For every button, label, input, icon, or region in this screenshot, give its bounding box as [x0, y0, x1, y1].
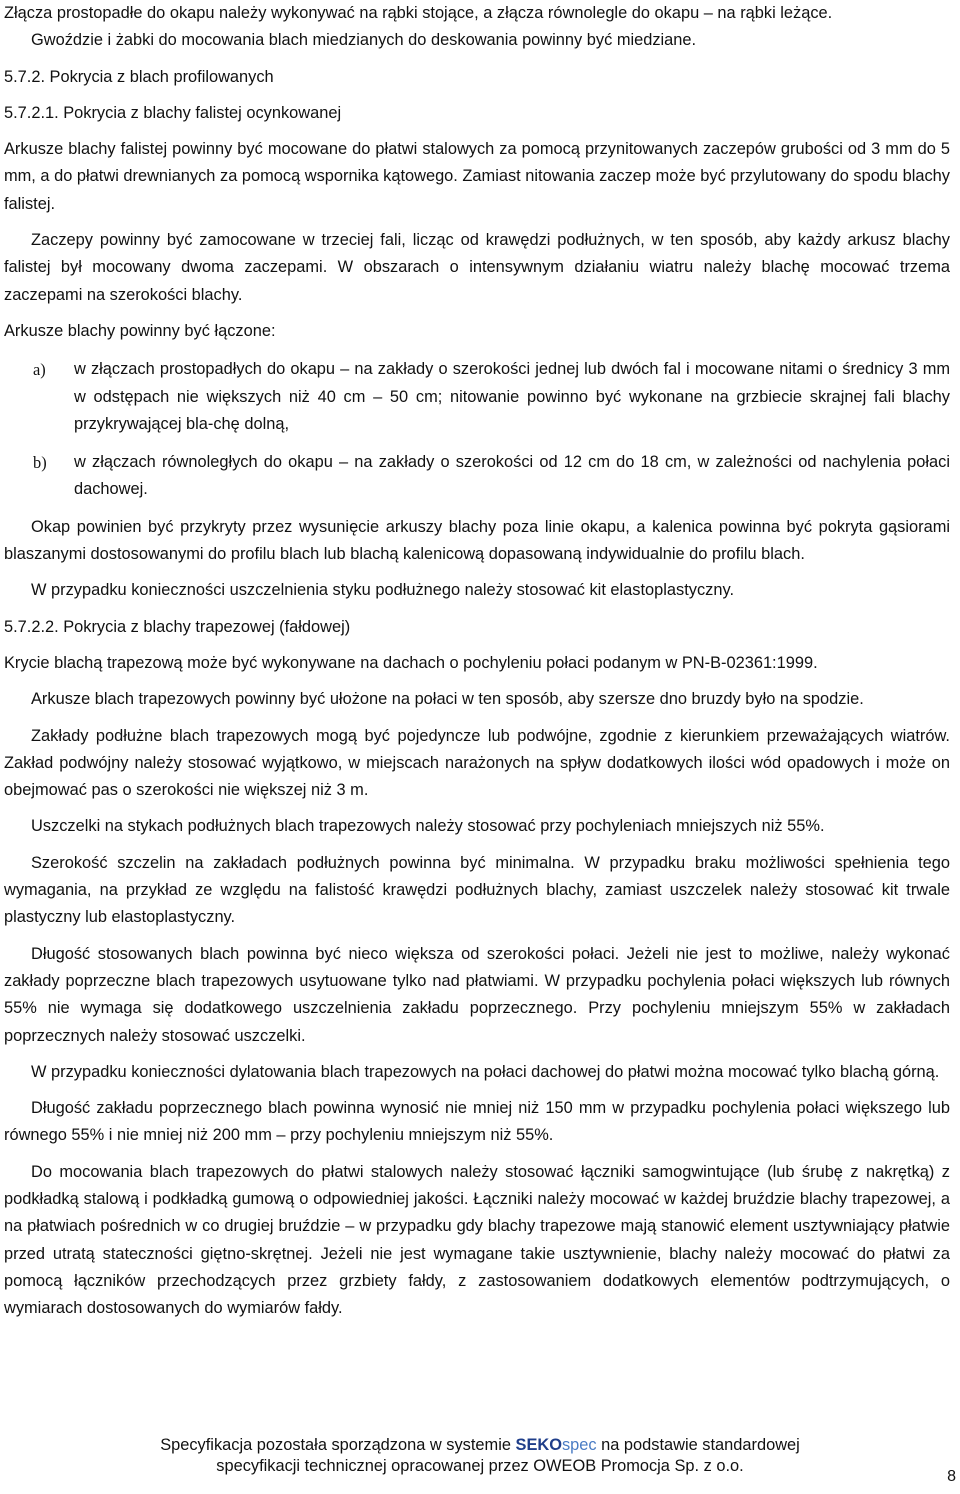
paragraph: Arkusze blachy falistej powinny być mocowane do płatwi stalowych za pomocą przynitowanych zaczepów grubości od 3 mm do 5 mm, a do płatwi drewnianych za pomocą wspornika kątowego. Zamiast nitowania zaczep może być przylutowany do spodu blachy falistej. — [4, 140, 950, 213]
paragraph: Do mocowania blach trapezowych do płatwi stalowych należy stosować łączniki samogwintujące (lub śrubę z nakrętką) z podkładką stalową i podkładką gumową o odpowiedniej jakości. Łączniki należy mocować w każdej bruździe blachy trapezowej, a na płatwiach pośrednich w co drugiej bruździe – w przypadku gdy blachy trapezowe mają stanowić element usztywniający płatwie przed utratą stateczności giętno-skrętnej. Jeżeli nie jest wymagane takie usztywnienie, blachy należy mocować do płatwi za pomocą łączników przechodzących przez grzbiety fałdy, z zastosowaniem dodatkowych elementów podtrzymujących, o wymiarach dostosowanych do wymiarów fałdy. — [4, 1162, 950, 1318]
paragraph: Okap powinien być przykryty przez wysunięcie arkuszy blachy poza linie okapu, a kalenica powinna być pokryta gąsiorami blaszanymi dostosowanymi do profilu blach lub blachą kalenicową dopasowaną indywidualnie do profilu blach. — [4, 517, 950, 564]
list-item — [4, 356, 950, 438]
list-item-text: w złączach równoległych do okapu – na zakłady o szerokości od 12 cm do 18 cm, w zależności od nachylenia połaci dachowej. — [74, 453, 950, 499]
paragraph: Arkusze blachy powinny być łączone: — [4, 321, 276, 340]
document-body — [4, 0, 950, 1331]
paragraph: Złącza prostopadłe do okapu należy wykonywać na rąbki stojące, a złącza równolegle do okapu – na rąbki leżące. — [4, 4, 833, 22]
paragraph: Gwoździe i żabki do mocowania blach miedzianych do deskowania powinny być miedziane. — [31, 31, 697, 50]
section-heading-5-7-2: 5.7.2. Pokrycia z blach profilowanych — [4, 67, 274, 86]
footer-line-2: specyfikacji technicznej opracowanej przez OWEOB Promocja Sp. z o.o. — [216, 1457, 744, 1475]
paragraph: W przypadku konieczności uszczelnienia styku podłużnego należy stosować kit elastoplastyczny. — [31, 581, 735, 600]
footer-line-1 — [0, 1435, 960, 1456]
brand-spec: spec — [561, 1436, 597, 1454]
list-marker: b) — [33, 453, 47, 473]
list-item — [4, 449, 950, 504]
paragraph: Zaczepy powinny być zamocowane w trzeciej fali, licząc od krawędzi podłużnych, w ten sposób, aby każdy arkusz blachy falistej był mocowany dwoma zaczepami. W obszarach o intensywnym działaniu wiatru należy blachę mocować trzema zaczepami na szerokości blachy. — [4, 231, 950, 304]
paragraph: Długość zakładu poprzecznego blach powinna wynosić nie mniej niż 150 mm w przypadku pochylenia połaci większego lub równego 55% i nie mniej niż 200 mm – przy pochyleniu mniejszym niż 55%. — [4, 1099, 950, 1145]
paragraph: W przypadku konieczności dylatowania blach trapezowych na połaci dachowej do płatwi można mocować tylko blachą górną. — [31, 1062, 940, 1081]
section-heading-5-7-2-1: 5.7.2.1. Pokrycia z blachy falistej ocynkowanej — [4, 103, 342, 122]
footer-text: Specyfikacja pozostała sporządzona w systemie — [160, 1436, 516, 1454]
paragraph: Szerokość szczelin na zakładach podłużnych powinna być minimalna. W przypadku braku możliwości spełnienia tego wymagania, na przykład ze względu na falistość krawędzi podłużnych blachy, zamiast uszczelek należy stosować kit trwale plastyczny lub elastoplastyczny. — [4, 853, 950, 927]
paragraph: Zakłady podłużne blach trapezowych mogą być pojedyncze lub podwójne, zgodnie z kierunkiem przeważających wiatrów. Zakład podwójny należy stosować wyjątkowo, w miejscach narażonych na spływ dodatkowych ilości wód opadowych i może on obejmować pas o szerokości nie większej niż 3 m. — [4, 726, 950, 800]
list-item-text: w złączach prostopadłych do okapu – na zakłady o szerokości jednej lub dwóch fal i mocowane nitami o średnicy 3 mm w odstępach nie większych niż 40 cm – 50 cm; nitowanie powinno być wykonane na grzbiecie skrajnej fali blachy przykrywającej bla-chę dolną, — [74, 360, 950, 433]
footer-text: na podstawie standardowej — [596, 1436, 800, 1454]
paragraph: Długość stosowanych blach powinna być nieco większa od szerokości połaci. Jeżeli nie jest to możliwe, należy wykonać zakłady poprzeczne blach trapezowych usytuowane tylko nad płatwiami. W przypadku pochylenia połaci większych lub równych 55% nie wymaga się dodatkowego uszczelnienia zakładu poprzecznego. Przy pochyleniu mniejszym 55% w zakładach poprzecznych należy stosować uszczelki. — [4, 944, 950, 1045]
list-marker: a) — [33, 360, 46, 380]
paragraph: Arkusze blach trapezowych powinny być ułożone na połaci w ten sposób, aby szersze dno bruzdy było na spodzie. — [31, 690, 864, 709]
brand-seko: SEKO — [515, 1436, 562, 1454]
page-number: 8 — [947, 1468, 956, 1485]
page-footer — [0, 1435, 960, 1477]
section-heading-5-7-2-2: 5.7.2.2. Pokrycia z blachy trapezowej (fałdowej) — [4, 617, 351, 636]
paragraph: Uszczelki na stykach podłużnych blach trapezowych należy stosować przy pochyleniach mniejszych niż 55%. — [31, 817, 825, 836]
paragraph: Krycie blachą trapezową może być wykonywane na dachach o pochyleniu połaci podanym w PN-B-02361:1999. — [4, 653, 818, 672]
